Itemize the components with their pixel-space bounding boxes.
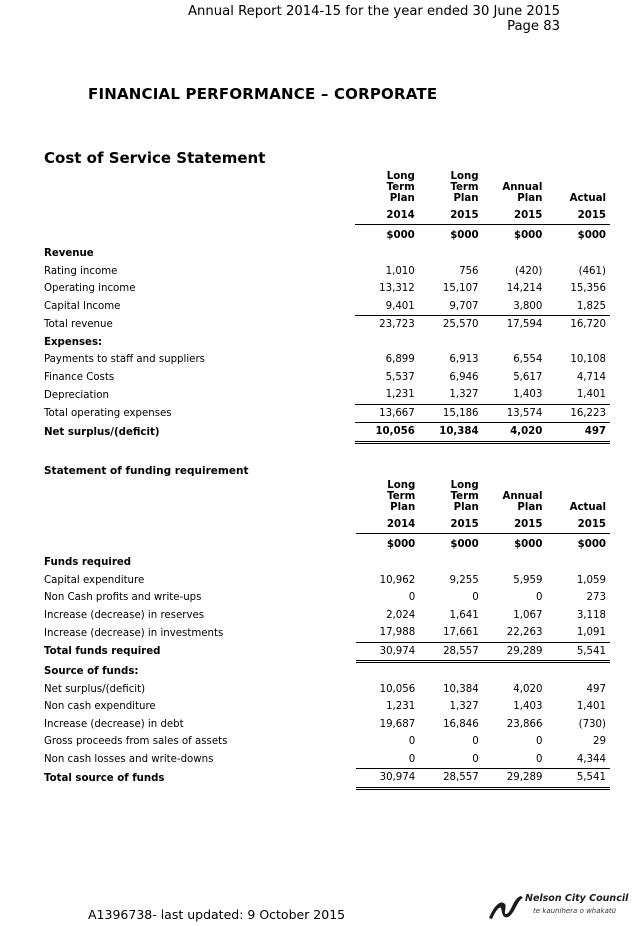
net-surplus-row: Net surplus/(deficit) 10,056 10,384 4,020 497 — [44, 423, 610, 443]
table-row: Increase (decrease) in investments 17,988 17,661 22,263 1,091 — [44, 624, 610, 642]
unit-row: $000 $000 $000 $000 — [386, 538, 606, 550]
total-revenue-row: Total revenue 23,723 25,570 17,594 16,720 — [44, 319, 606, 331]
funds-required-heading: Funds required — [44, 557, 132, 569]
col-header: Long Term Plan — [387, 480, 416, 513]
total-source-of-funds-row: Total source of funds 30,974 28,557 29,289 5,541 — [44, 769, 610, 789]
logo-mark-icon — [487, 892, 527, 922]
funding-statement-title: Statement of funding requirement — [44, 465, 249, 477]
table-row: Non Cash profits and write-ups 0 0 0 273 — [44, 592, 606, 604]
revenue-heading: Revenue — [44, 248, 94, 260]
expenses-heading: Expenses: — [44, 336, 103, 348]
col-header: Long Term Plan — [450, 171, 479, 204]
table-row: Gross proceeds from sales of assets 0 0 0 29 — [44, 736, 606, 748]
table-row: Increase (decrease) in reserves 2,024 1,641 1,067 3,118 — [44, 609, 606, 621]
year-row: 2014 2015 2015 2015 — [44, 207, 610, 225]
source-of-funds-heading: Source of funds: — [44, 665, 139, 677]
page-number: Page 83 — [507, 19, 560, 34]
table-row: Non cash losses and write-downs 0 0 0 4,344 — [44, 751, 610, 769]
funding-table — [44, 480, 610, 790]
unit-row: $000 $000 $000 $000 — [386, 229, 606, 241]
col-header: Long Term Plan — [450, 480, 479, 513]
table-row: Rating income 1,010 756 (420) (461) — [44, 265, 606, 277]
logo-tagline: te kaunihera o whakatū — [533, 907, 617, 915]
table-row: Depreciation 1,231 1,327 1,403 1,401 — [44, 386, 610, 404]
col-header: Annual Plan — [502, 491, 543, 513]
cost-of-service-title: Cost of Service Statement — [44, 149, 266, 167]
table-row: Capital expenditure 10,962 9,255 5,959 1,059 — [44, 574, 606, 586]
col-header: Annual Plan — [502, 182, 543, 204]
table-row: Capital Income 9,401 9,707 3,800 1,825 — [44, 298, 610, 316]
col-header: Long Term Plan — [386, 171, 415, 204]
page-title: FINANCIAL PERFORMANCE – CORPORATE — [88, 85, 438, 103]
cost-of-service-table — [44, 171, 610, 444]
table-row: Non cash expenditure 1,231 1,327 1,403 1,401 — [44, 701, 606, 713]
table-row: Operating income 13,312 15,107 14,214 15,356 — [44, 283, 606, 295]
footer-last-updated: A1396738- last updated: 9 October 2015 — [88, 907, 346, 922]
table-row: Increase (decrease) in debt 19,687 16,846 23,866 (730) — [44, 718, 606, 730]
col-header: Actual — [569, 502, 606, 513]
table-row: Finance Costs 5,537 6,946 5,617 4,714 — [44, 371, 606, 383]
total-expenses-row: Total operating expenses 13,667 15,186 13,574 16,223 — [44, 404, 610, 423]
nelson-city-council-logo — [487, 892, 627, 922]
column-headers — [44, 480, 610, 516]
col-header: Actual — [569, 193, 606, 204]
table-row: Payments to staff and suppliers 6,899 6,913 6,554 10,108 — [44, 354, 606, 366]
column-headers — [44, 171, 610, 207]
report-header-title: Annual Report 2014-15 for the year ended 30 June 2015 — [188, 4, 560, 19]
table-row: Net surplus/(deficit) 10,056 10,384 4,020 497 — [44, 683, 606, 695]
logo-name: Nelson City Council — [525, 893, 629, 904]
total-funds-required-row: Total funds required 30,974 28,557 29,289 5,541 — [44, 642, 610, 662]
year-row: 2014 2015 2015 2015 — [44, 516, 610, 534]
